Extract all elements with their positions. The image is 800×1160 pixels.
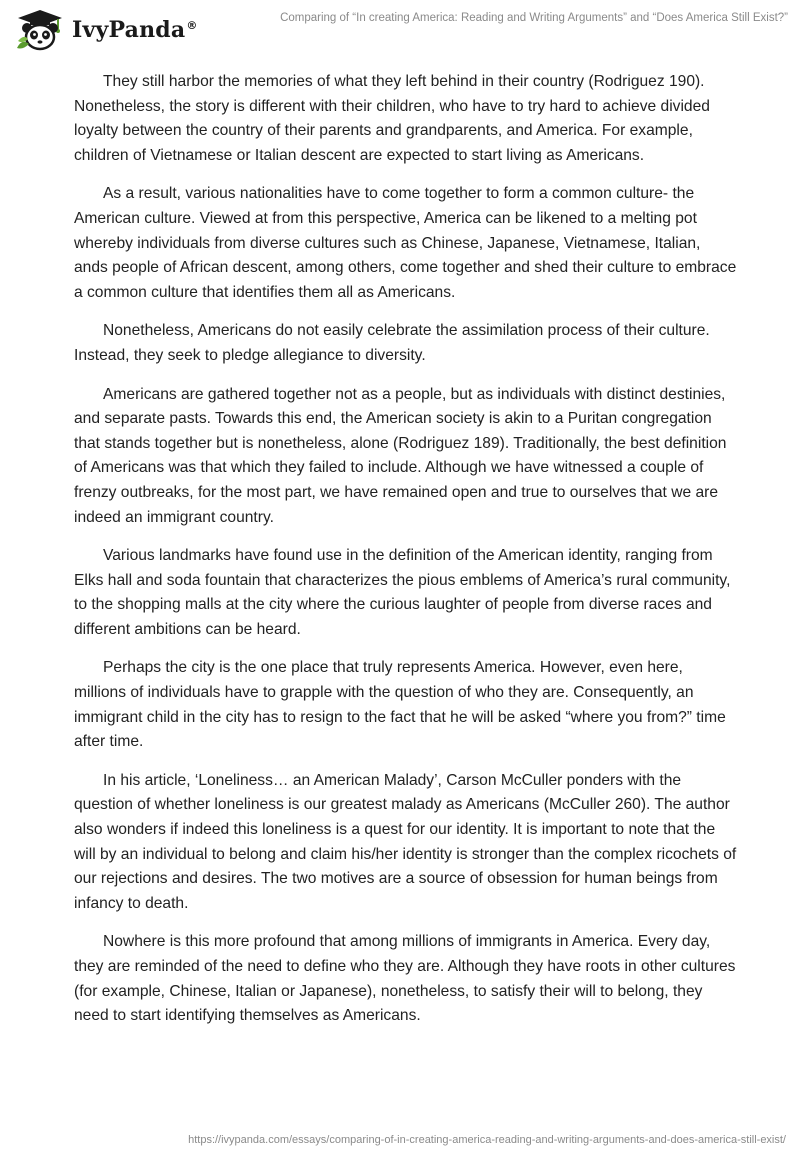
registered-mark: ® [186,18,198,32]
essay-paragraph: Various landmarks have found use in the definition of the American identity, ranging from Elks hall and soda fountain that characterizes the pious emblems of America’s rural community, to the shopping malls at the city where the curious laughter of people from diverse races and different ambitions can be heard. [74,547,731,638]
essay-paragraph: As a result, various nationalities have to come together to form a common culture- the American culture. Viewed at from this perspective, America can be likened to a melting pot whereby individuals from diverse cultures such as Chinese, Japanese, Vietnamese, Italian, ands people of African descent, among others, come together and shed their culture to embrace a common culture that identifies them all as Americans. [74,185,737,301]
source-url[interactable]: https://ivypanda.com/essays/comparing-of-in-creating-america-reading-and-writing-arguments-and-does-america-still-exist/ [188,1134,786,1146]
essay-paragraph: Nowhere is this more profound that among millions of immigrants in America. Every day, they are reminded of the need to define who they are. Although they have roots in other cultures (for example, Chinese, Italian or Japanese), nonetheless, to satisfy their will to belong, they need to start identifying themselves as Americans. [74,933,736,1025]
document-title: Comparing of “In creating America: Reading and Writing Arguments” and “Does America Still Exist?” [280,12,788,24]
panda-graduate-icon [14,8,66,52]
essay-paragraph: In his article, ‘Loneliness… an American Malady’, Carson McCuller ponders with the question of whether loneliness is our greatest malady as Americans (McCuller 260). The author also wonders if indeed this loneliness is a quest for our identity. It is important to note that the will by an individual to belong and claim his/her identity is stronger than the complex ricochets of our rejections and desires. The two motives are a source of obsession for human beings from infancy to death. [74,771,737,912]
page-header [0,0,800,60]
essay-paragraph: Americans are gathered together not as a people, but as individuals with distinct destinies, and separate pasts. Towards this end, the American society is akin to a Puritan congregation that stands together but is nonetheless, alone (Rodriguez 189). Traditionally, the best definition of Americans was that which they failed to include. Although we have witnessed a couple of frenzy outbreaks, for the most part, we have remained open and true to ourselves that we are indeed an immigrant country. [74,385,727,526]
essay-paragraph: Perhaps the city is the one place that truly represents America. However, even here, millions of individuals have to grapple with the question of who they are. Consequently, an immigrant child in the city has to resign to the fact that he will be asked “where you from?” time after time. [74,659,726,751]
essay-paragraph: Nonetheless, Americans do not easily celebrate the assimilation process of their culture. Instead, they seek to pledge allegiance to diversity. [74,322,710,364]
ivypanda-logo[interactable] [14,8,198,52]
essay-body [74,70,738,1043]
essay-paragraph: They still harbor the memories of what they left behind in their country (Rodriguez 190). Nonetheless, the story is different with their children, who have to try hard to achieve divided loyalty between the country of their parents and grandparents, and America. For example, children of Vietnamese or Italian descent are expected to start living as Americans. [74,73,710,164]
brand-name: IvyPanda® [72,17,198,43]
